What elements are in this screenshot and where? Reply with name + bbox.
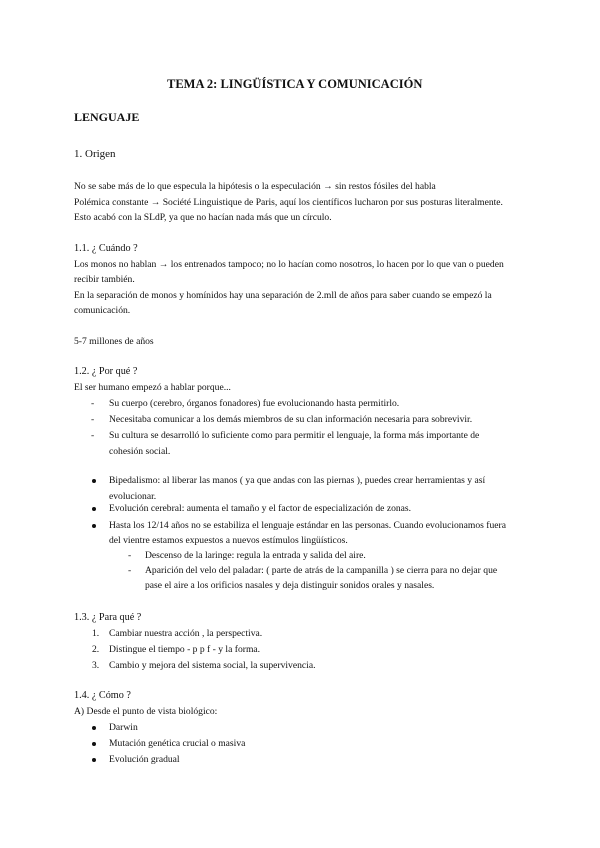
dash-marker: -: [91, 398, 95, 409]
dash-marker: -: [128, 550, 132, 561]
porque-dash-item-3-cont: cohesión social.: [109, 446, 171, 457]
section-heading: LENGUAJE: [74, 110, 140, 124]
porque-bullet-3: Hasta los 12/14 años no se estabiliza el lenguaje estándar en las personas. Cuando evolucionamos fuera: [109, 520, 506, 531]
porque-bullet-3-cont: del vientre estamos expuestos a nuevos estímulos lingüísticos.: [109, 535, 348, 546]
como-item-3: Evolución gradual: [109, 754, 180, 765]
cuando-line-1: Los monos no hablan → los entrenados tampoco; no lo hacían como nosotros, lo hacen por lo que van o pueden: [74, 259, 504, 270]
dash-marker: -: [91, 430, 95, 441]
cuando-note: 5-7 millones de años: [74, 336, 154, 347]
porque-sub-item-2: Aparición del velo del paladar: ( parte de atrás de la campanilla ) se cierra para no dejar que: [145, 565, 498, 576]
heading-porque: 1.2. ¿ Por qué ?: [74, 366, 138, 377]
cuando-line-4: comunicación.: [74, 305, 131, 316]
origen-line-1: No se sabe más de lo que especula la hipótesis o la especulación → sin restos fósiles del habla: [74, 181, 436, 192]
bullet-dot: [92, 726, 96, 730]
porque-dash-item-2: Necesitaba comunicar a los demás miembros de su clan información necesaria para sobrevivir.: [109, 414, 473, 425]
porque-bullet-1: Bipedalismo: al liberar las manos ( ya que andas con las piernas ), puedes crear herramientas y así: [109, 475, 486, 486]
origen-line-2: Polémica constante → Société Linguistique de Paris, aquí los científicos lucharon por sus posturas literalmente.: [74, 197, 503, 208]
porque-sub-item-2-cont: pase el aire a los orificios nasales y deja distinguir sonidos orales y nasales.: [145, 580, 435, 591]
paraque-item-3: Cambio y mejora del sistema social, la supervivencia.: [109, 660, 316, 671]
number-marker: 2.: [92, 644, 100, 655]
heading-cuando: 1.1. ¿ Cuándo ?: [74, 243, 138, 254]
origen-line-3: Esto acabó con la SLdP, ya que no hacían nada más que un círculo.: [74, 212, 332, 223]
paraque-item-2: Distingue el tiempo - p p f - y la forma.: [109, 644, 261, 655]
paraque-item-1: Cambiar nuestra acción , la perspectiva.: [109, 628, 263, 639]
document-title: TEMA 2: LINGÜÍSTICA Y COMUNICACIÓN: [167, 77, 423, 91]
como-intro: A) Desde el punto de vista biológico:: [74, 706, 218, 717]
porque-sub-item-1: Descenso de la laringe: regula la entrada y salida del aire.: [145, 550, 366, 561]
cuando-line-2: recibir también.: [74, 274, 135, 285]
heading-como: 1.4. ¿ Cómo ?: [74, 690, 131, 701]
dash-marker: -: [91, 414, 95, 425]
bullet-dot: [92, 742, 96, 746]
porque-dash-item-1: Su cuerpo (cerebro, órganos fonadores) fue evolucionando hasta permitirlo.: [109, 398, 400, 409]
bullet-dot: [92, 758, 96, 762]
porque-bullet-2: Evolución cerebral: aumenta el tamaño y el factor de especialización de zonas.: [109, 503, 412, 514]
como-item-2: Mutación genética crucial o masiva: [109, 738, 246, 749]
number-marker: 1.: [92, 628, 100, 639]
dash-marker: -: [128, 565, 132, 576]
bullet-dot: [92, 479, 96, 483]
heading-paraque: 1.3. ¿ Para qué ?: [74, 612, 142, 623]
bullet-dot: [92, 524, 96, 528]
porque-dash-item-3: Su cultura se desarrolló lo suficiente como para permitir el lenguaje, la forma más importante de: [109, 430, 480, 441]
porque-intro: El ser humano empezó a hablar porque...: [74, 382, 231, 393]
porque-bullet-1-cont: evolucionar.: [109, 491, 157, 502]
heading-origen: 1. Origen: [74, 148, 116, 160]
como-item-1: Darwin: [109, 722, 138, 733]
cuando-line-3: En la separación de monos y homínidos hay una separación de 2.mll de años para saber cuando se empezó la: [74, 290, 492, 301]
bullet-dot: [92, 507, 96, 511]
number-marker: 3.: [92, 660, 100, 671]
